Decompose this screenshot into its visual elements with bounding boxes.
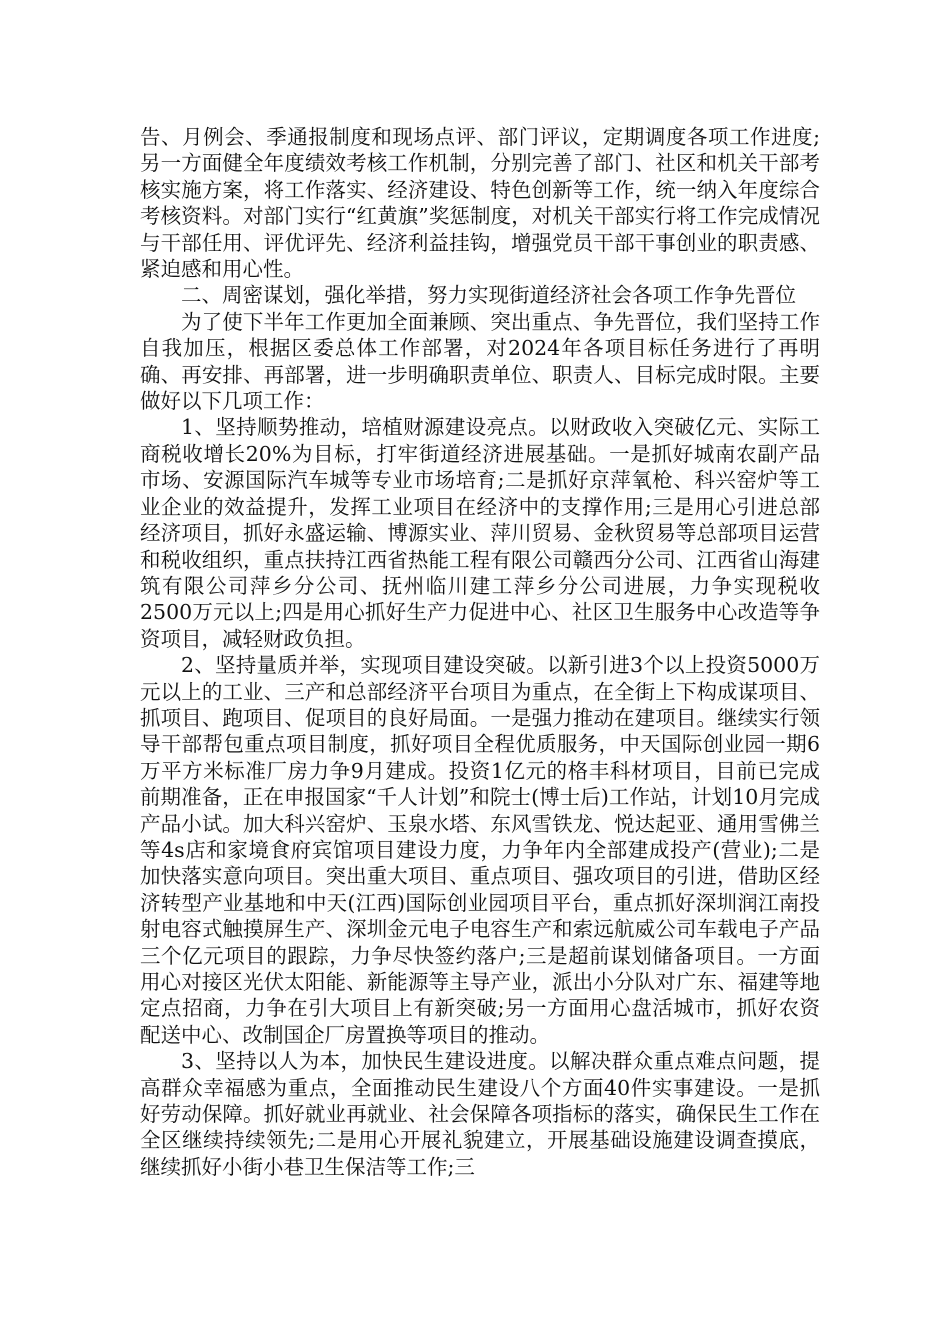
document-body: [140, 124, 820, 1180]
paragraph-assessment-mechanism: 告、月例会、季通报制度和现场点评、部门评议，定期调度各项工作进度;另一方面健全年度绩效考核工作机制，分别完善了部门、社区和机关干部考核实施方案，将工作落实、经济建设、特色创新等工作，统一纳入年度综合考核资料。对部门实行“红黄旗”奖惩制度，对机关干部实行将工作完成情况与干部任用、评优评先、经济利益挂钩，增强党员干部干事创业的职责感、紧迫感和用心性。: [140, 125, 820, 282]
paragraph-item-2-projects: 2、坚持量质并举，实现项目建设突破。以新引进3个以上投资5000万元以上的工业、三产和总部经济平台项目为重点，在全街上下构成谋项目、抓项目、跑项目、促项目的良好局面。一是强力推动在建项目。继续实行领导干部帮包重点项目制度，抓好项目全程优质服务，中天国际创业园一期6万平方米标准厂房力争9月建成。投资1亿元的格丰科材项目，目前已完成前期准备，正在申报国家“千人计划”和院士(博士后)工作站，计划10月完成产品小试。加大科兴窑炉、玉泉水塔、东风雪铁龙、悦达起亚、通用雪佛兰等4s店和家境食府宾馆项目建设力度，力争年内全部建成投产(营业);二是加快落实意向项目。突出重大项目、重点项目、强攻项目的引进，借助区经济转型产业基地和中天(江西)国际创业园项目平台，重点抓好深圳润江南投射电容式触摸屏生产、深圳金元电子电容生产和索远航威公司车载电子产品三个亿元项目的跟踪，力争尽快签约落户;三是超前谋划储备项目。一方面用心对接区光伏太阳能、新能源等主导产业，派出小分队对广东、福建等地定点招商，力争在引大项目上有新突破;另一方面用心盘活城市，抓好农资配送中心、改制国企厂房置换等项目的推动。: [140, 653, 820, 1047]
paragraph-item-1-finance: 1、坚持顺势推动，培植财源建设亮点。以财政收入突破亿元、实际工商税收增长20%为目标，打牢街道经济进展基础。一是抓好城南农副产品市场、安源国际汽车城等专业市场培育;二是抓好京萍氧枪、科兴窑炉等工业企业的效益提升，发挥工业项目在经济中的支撑作用;三是用心引进总部经济项目，抓好永盛运输、博源实业、萍川贸易、金秋贸易等总部项目运营和税收组织，重点扶持江西省热能工程有限公司赣西分公司、江西省山海建筑有限公司萍乡分公司、抚州临川建工萍乡分公司进展，力争实现税收2500万元以上;四是用心抓好生产力促进中心、社区卫生服务中心改造等争资项目，减轻财政负担。: [140, 415, 820, 651]
section-heading-two: 二、周密谋划，强化举措，努力实现街道经济社会各项工作争先晋位: [181, 283, 796, 308]
paragraph-second-half-plan: 为了使下半年工作更加全面兼顾、突出重点、争先晋位，我们坚持工作自我加压，根据区委总体工作部署，对2024年各项目标任务进行了再明确、再安排、再部署，进一步明确职责单位、职责人、目标完成时限。主要做好以下几项工作：: [140, 309, 820, 414]
paragraph-item-3-livelihood: 3、坚持以人为本，加快民生建设进度。以解决群众重点难点问题，提高群众幸福感为重点，全面推动民生建设八个方面40件实事建设。一是抓好劳动保障。抓好就业再就业、社会保障各项指标的落实，确保民生工作在全区继续持续领先;二是用心开展礼貌建立，开展基础设施建设调查摸底，继续抓好小街小巷卫生保洁等工作;三: [140, 1049, 820, 1179]
